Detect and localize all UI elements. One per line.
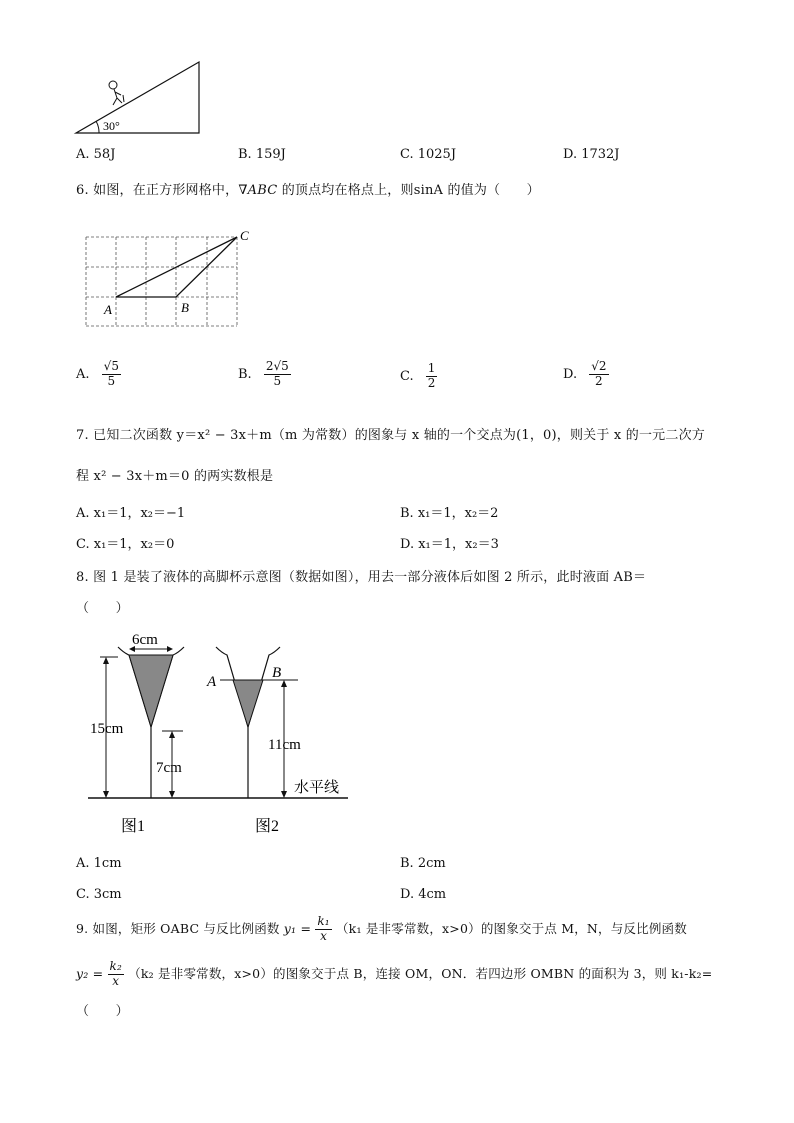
goblet-1-liquid: [129, 655, 173, 727]
grid-figure: [80, 228, 260, 328]
q6-stem-prefix: 6. 如图，在正方形网格中，: [76, 183, 239, 198]
q6-option-b-label: B.: [238, 366, 252, 382]
q9-line2-post: （k₂ 是非零常数，x>0）的图象交于点 B，连接 OM，ON．若四边形 OMBN 的面积为 3，则 k₁-k₂=: [128, 965, 713, 981]
q6-option-d[interactable]: [563, 360, 609, 389]
q6-stem-suffix: 的值为（ ）: [447, 183, 540, 198]
q9-y1: y₁ =: [283, 920, 312, 936]
q8-stem-line2: （ ）: [76, 601, 129, 616]
q5-option-d[interactable]: D. 1732J: [563, 147, 620, 162]
fig2-caption: 图2: [255, 818, 280, 835]
liquid-point-a: A: [207, 674, 217, 690]
width-label: 6cm: [132, 632, 158, 648]
q6-sin: sinA: [413, 183, 444, 198]
q6-option-b-den: 5: [273, 373, 282, 388]
angle-arc: [96, 121, 99, 133]
q8-option-b[interactable]: B. 2cm: [400, 856, 446, 871]
point-b-label: B: [181, 300, 189, 315]
q6-stem: [76, 179, 540, 198]
q6-option-a-den: 5: [107, 373, 116, 388]
q9-line1-post: （k₁ 是非零常数，x>0）的图象交于点 M，N，与反比例函数: [335, 920, 687, 936]
q5-option-c[interactable]: C. 1025J: [400, 147, 457, 162]
q9-k1-den: x: [320, 928, 328, 943]
q6-option-b[interactable]: [238, 360, 291, 389]
angle-label: 30°: [103, 119, 120, 133]
q6-option-c[interactable]: [400, 362, 437, 391]
level-label: 11cm: [268, 737, 301, 753]
stick-figure-icon: [109, 81, 124, 105]
q5-option-b[interactable]: B. 159J: [238, 147, 286, 162]
goblet-2-liquid: [233, 680, 263, 727]
q6-triangle: ∇ABC: [238, 183, 278, 198]
q6-option-c-num: 1: [427, 361, 436, 375]
point-a-label: A: [104, 302, 112, 317]
q6-option-d-label: D.: [563, 366, 578, 382]
slope-figure: [70, 58, 210, 138]
q9-stem-line3: （ ）: [76, 1004, 129, 1019]
stem-label: 7cm: [156, 760, 182, 776]
q9-stem-line1: [76, 915, 687, 944]
q7-option-b[interactable]: B. x₁＝1，x₂＝2: [400, 506, 499, 521]
q8-option-a[interactable]: A. 1cm: [76, 856, 122, 871]
slope-triangle: [76, 62, 199, 133]
q6-stem-mid: 的顶点均在格点上，则: [281, 183, 414, 198]
q7-option-c[interactable]: C. x₁＝1，x₂＝0: [76, 537, 175, 552]
q6-option-a-label: A.: [76, 366, 90, 382]
point-c-label: C: [240, 228, 249, 243]
q6-option-d-num: √2: [591, 359, 607, 373]
q9-stem-line2: [76, 960, 712, 989]
q7-option-a[interactable]: A. x₁＝1，x₂＝−1: [76, 506, 186, 521]
q6-option-c-label: C.: [400, 368, 414, 384]
q7-stem-line1: 7. 已知二次函数 y＝x² − 3x＋m（m 为常数）的图象与 x 轴的一个交点为(1，0)，则关于 x 的一元二次方: [76, 428, 705, 443]
q9-k1-num: k₁: [317, 914, 330, 928]
horizon-label: 水平线: [294, 780, 340, 796]
q9-k2-num: k₂: [109, 959, 122, 973]
q8-option-c[interactable]: C. 3cm: [76, 887, 122, 902]
q8-stem-line1: 8. 图 1 是装了液体的高脚杯示意图（数据如图），用去一部分液体后如图 2 所示，此时液面 AB＝: [76, 570, 647, 585]
q6-option-c-den: 2: [427, 375, 436, 390]
height-label: 15cm: [90, 721, 124, 737]
q5-option-a[interactable]: A. 58J: [76, 147, 116, 162]
q9-y2: y₂ =: [76, 965, 104, 981]
q9-line1-pre: 9. 如图，矩形 OABC 与反比例函数: [76, 920, 280, 936]
goblet-figure: [80, 625, 370, 840]
q6-option-d-den: 2: [595, 373, 603, 388]
fig1-caption: 图1: [121, 818, 146, 835]
liquid-point-b: B: [272, 665, 282, 681]
q9-k2-den: x: [112, 973, 120, 988]
q8-option-d[interactable]: D. 4cm: [400, 887, 447, 902]
q7-stem-line2: 程 x² − 3x＋m＝0 的两实数根是: [76, 469, 274, 484]
q6-option-a-num: √5: [103, 359, 119, 373]
q6-option-a[interactable]: [76, 360, 121, 389]
q7-option-d[interactable]: D. x₁＝1，x₂＝3: [400, 537, 499, 552]
q6-option-b-num: 2√5: [265, 359, 289, 373]
